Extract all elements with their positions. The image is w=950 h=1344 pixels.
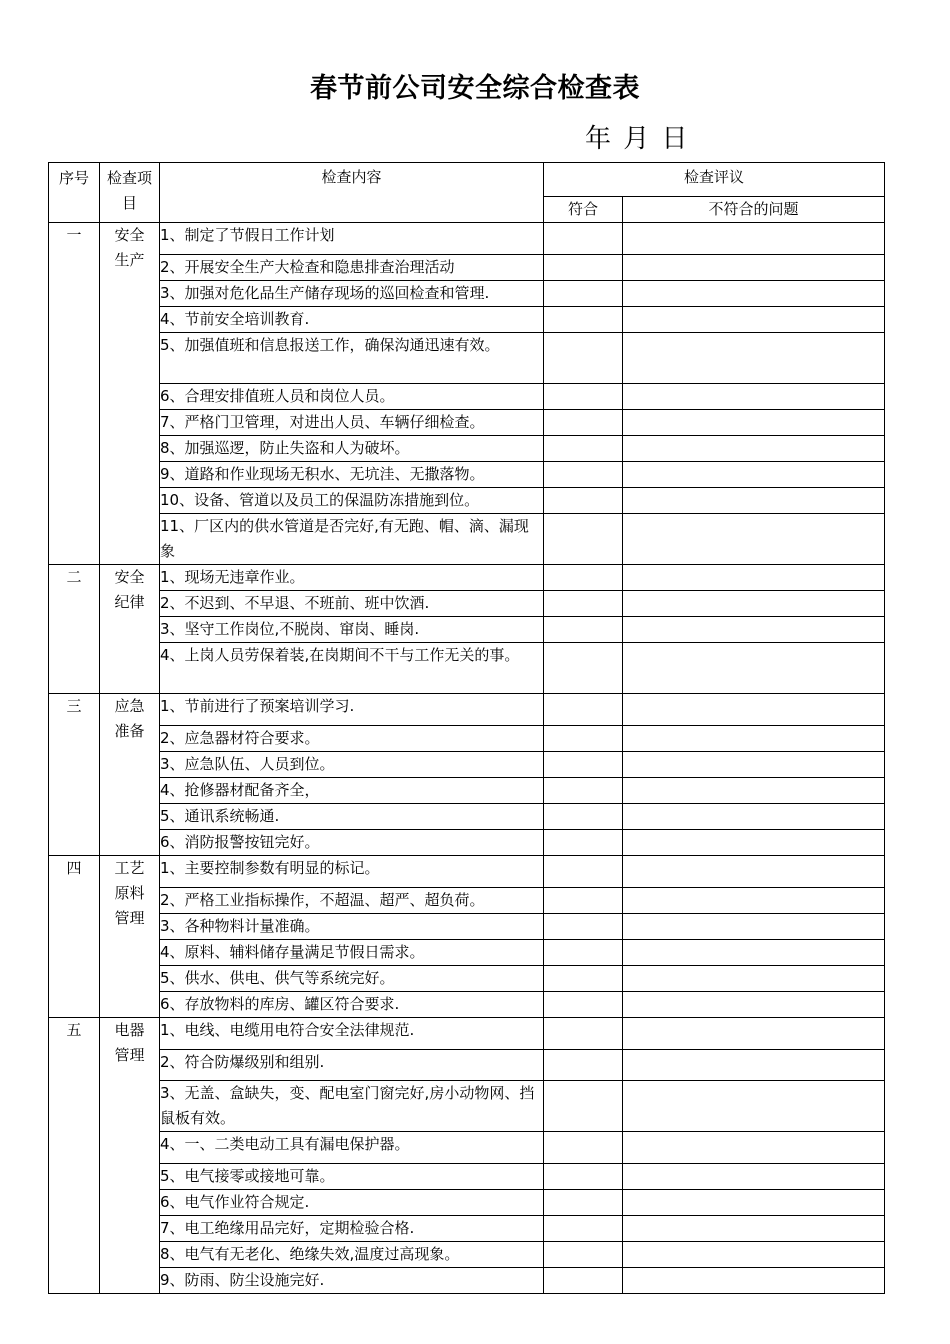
table-row <box>49 1050 885 1081</box>
compliant-cell[interactable] <box>544 1018 623 1050</box>
section-number: 五 <box>49 1018 100 1294</box>
section-item-label: 工艺原料管理 <box>114 859 145 927</box>
table-row <box>49 804 885 830</box>
noncompliant-issue-cell[interactable] <box>623 694 885 726</box>
section-item <box>100 694 160 856</box>
compliant-cell[interactable] <box>544 307 623 333</box>
check-content: 2、开展安全生产大检查和隐患排查治理活动 <box>160 255 544 281</box>
noncompliant-issue-cell[interactable] <box>623 514 885 565</box>
section-number: 三 <box>49 694 100 856</box>
table-row <box>49 384 885 410</box>
header-evaluation: 检查评议 <box>544 163 885 197</box>
compliant-cell[interactable] <box>544 1216 623 1242</box>
compliant-cell[interactable] <box>544 778 623 804</box>
check-content: 4、节前安全培训教育. <box>160 307 544 333</box>
section-item <box>100 856 160 1018</box>
table-row <box>49 1018 885 1050</box>
table-row <box>49 410 885 436</box>
compliant-cell[interactable] <box>544 940 623 966</box>
table-row <box>49 591 885 617</box>
compliant-cell[interactable] <box>544 1242 623 1268</box>
check-content: 7、严格门卫管理，对进出人员、车辆仔细检查。 <box>160 410 544 436</box>
check-content: 2、严格工业指标操作，不超温、超严、超负荷。 <box>160 888 544 914</box>
table-row <box>49 1190 885 1216</box>
table-row <box>49 992 885 1018</box>
compliant-cell[interactable] <box>544 617 623 643</box>
check-content: 4、抢修器材配备齐全， <box>160 778 544 804</box>
check-content: 3、加强对危化品生产储存现场的巡回检查和管理. <box>160 281 544 307</box>
check-content: 4、上岗人员劳保着装,在岗期间不干与工作无关的事。 <box>160 643 544 694</box>
noncompliant-issue-cell[interactable] <box>623 752 885 778</box>
check-content: 7、电工绝缘用品完好，定期检验合格. <box>160 1216 544 1242</box>
noncompliant-issue-cell[interactable] <box>623 565 885 591</box>
check-content: 5、电气接零或接地可靠。 <box>160 1164 544 1190</box>
check-content: 6、消防报警按钮完好。 <box>160 830 544 856</box>
noncompliant-issue-cell[interactable] <box>623 726 885 752</box>
noncompliant-issue-cell[interactable] <box>623 410 885 436</box>
noncompliant-issue-cell[interactable] <box>623 436 885 462</box>
section-item-label: 安全生产 <box>114 226 145 269</box>
table-row <box>49 1268 885 1294</box>
compliant-cell[interactable] <box>544 1081 623 1132</box>
section-item <box>100 565 160 694</box>
check-content: 5、通讯系统畅通. <box>160 804 544 830</box>
compliant-cell[interactable] <box>544 436 623 462</box>
table-row <box>49 856 885 888</box>
table-row <box>49 1132 885 1164</box>
table-row <box>49 223 885 255</box>
check-content: 6、存放物料的库房、罐区符合要求. <box>160 992 544 1018</box>
date-label: 年 月 日 <box>585 124 690 154</box>
check-content: 3、应急队伍、人员到位。 <box>160 752 544 778</box>
table-row <box>49 1164 885 1190</box>
noncompliant-issue-cell[interactable] <box>623 856 885 888</box>
noncompliant-issue-cell[interactable] <box>623 1018 885 1050</box>
check-content: 10、设备、管道以及员工的保温防冻措施到位。 <box>160 488 544 514</box>
header-content: 检查内容 <box>160 163 544 223</box>
noncompliant-issue-cell[interactable] <box>623 643 885 694</box>
compliant-cell[interactable] <box>544 410 623 436</box>
noncompliant-issue-cell[interactable] <box>623 307 885 333</box>
compliant-cell[interactable] <box>544 281 623 307</box>
table-row <box>49 778 885 804</box>
header-noncompliant: 不符合的问题 <box>623 197 885 223</box>
table-body <box>49 223 885 1294</box>
noncompliant-issue-cell[interactable] <box>623 223 885 255</box>
check-content: 11、厂区内的供水管道是否完好,有无跑、帽、滴、漏现象 <box>160 514 544 565</box>
noncompliant-issue-cell[interactable] <box>623 281 885 307</box>
header-seq: 序号 <box>49 163 100 223</box>
table-row <box>49 617 885 643</box>
check-content: 1、现场无违章作业。 <box>160 565 544 591</box>
check-content: 2、不迟到、不早退、不班前、班中饮酒. <box>160 591 544 617</box>
check-content: 8、加强巡逻，防止失盗和人为破坏。 <box>160 436 544 462</box>
noncompliant-issue-cell[interactable] <box>623 1268 885 1294</box>
compliant-cell[interactable] <box>544 752 623 778</box>
compliant-cell[interactable] <box>544 591 623 617</box>
compliant-cell[interactable] <box>544 1132 623 1164</box>
compliant-cell[interactable] <box>544 223 623 255</box>
compliant-cell[interactable] <box>544 888 623 914</box>
noncompliant-issue-cell[interactable] <box>623 1081 885 1132</box>
compliant-cell[interactable] <box>544 804 623 830</box>
check-content: 2、符合防爆级别和组别. <box>160 1050 544 1081</box>
section-item <box>100 223 160 565</box>
compliant-cell[interactable] <box>544 565 623 591</box>
section-item-label: 应急准备 <box>114 697 145 740</box>
table-row <box>49 888 885 914</box>
compliant-cell[interactable] <box>544 643 623 694</box>
noncompliant-issue-cell[interactable] <box>623 888 885 914</box>
table-row <box>49 565 885 591</box>
table-row <box>49 752 885 778</box>
compliant-cell[interactable] <box>544 333 623 384</box>
table-row <box>49 307 885 333</box>
noncompliant-issue-cell[interactable] <box>623 384 885 410</box>
table-row <box>49 488 885 514</box>
compliant-cell[interactable] <box>544 488 623 514</box>
table-row <box>49 1081 885 1132</box>
compliant-cell[interactable] <box>544 830 623 856</box>
compliant-cell[interactable] <box>544 1050 623 1081</box>
check-content: 6、合理安排值班人员和岗位人员。 <box>160 384 544 410</box>
noncompliant-issue-cell[interactable] <box>623 617 885 643</box>
section-number: 四 <box>49 856 100 1018</box>
table-row <box>49 514 885 565</box>
compliant-cell[interactable] <box>544 1268 623 1294</box>
noncompliant-issue-cell[interactable] <box>623 914 885 940</box>
inspection-table <box>48 162 885 1294</box>
compliant-cell[interactable] <box>544 966 623 992</box>
table-row <box>49 281 885 307</box>
noncompliant-issue-cell[interactable] <box>623 1190 885 1216</box>
check-content: 3、各种物料计量准确。 <box>160 914 544 940</box>
check-content: 5、加强值班和信息报送工作，确保沟通迅速有效。 <box>160 333 544 384</box>
compliant-cell[interactable] <box>544 1190 623 1216</box>
table-row <box>49 914 885 940</box>
compliant-cell[interactable] <box>544 992 623 1018</box>
table-row <box>49 830 885 856</box>
compliant-cell[interactable] <box>544 914 623 940</box>
noncompliant-issue-cell[interactable] <box>623 1164 885 1190</box>
check-content: 9、道路和作业现场无积水、无坑洼、无撒落物。 <box>160 462 544 488</box>
table-row <box>49 1216 885 1242</box>
compliant-cell[interactable] <box>544 255 623 281</box>
noncompliant-issue-cell[interactable] <box>623 830 885 856</box>
table-row <box>49 333 885 384</box>
table-row <box>49 694 885 726</box>
noncompliant-issue-cell[interactable] <box>623 462 885 488</box>
compliant-cell[interactable] <box>544 856 623 888</box>
check-content: 3、坚守工作岗位,不脱岗、窜岗、睡岗. <box>160 617 544 643</box>
table-row <box>49 1242 885 1268</box>
noncompliant-issue-cell[interactable] <box>623 255 885 281</box>
header-compliant: 符合 <box>544 197 623 223</box>
compliant-cell[interactable] <box>544 514 623 565</box>
noncompliant-issue-cell[interactable] <box>623 591 885 617</box>
noncompliant-issue-cell[interactable] <box>623 804 885 830</box>
check-content: 8、电气有无老化、绝缘失效,温度过高现象。 <box>160 1242 544 1268</box>
noncompliant-issue-cell[interactable] <box>623 966 885 992</box>
section-item-label: 电器管理 <box>114 1021 145 1064</box>
noncompliant-issue-cell[interactable] <box>623 1216 885 1242</box>
noncompliant-issue-cell[interactable] <box>623 778 885 804</box>
noncompliant-issue-cell[interactable] <box>623 488 885 514</box>
check-content: 1、电线、电缆用电符合安全法律规范. <box>160 1018 544 1050</box>
header-item: 检查项目 <box>100 163 160 223</box>
noncompliant-issue-cell[interactable] <box>623 1132 885 1164</box>
check-content: 1、主要控制参数有明显的标记。 <box>160 856 544 888</box>
page-title: 春节前公司安全综合检查表 <box>310 73 640 104</box>
check-content: 3、无盖、盒缺失，变、配电室门窗完好,房小动物网、挡鼠板有效。 <box>160 1081 544 1132</box>
compliant-cell[interactable] <box>544 462 623 488</box>
check-content: 5、供水、供电、供气等系统完好。 <box>160 966 544 992</box>
noncompliant-issue-cell[interactable] <box>623 1050 885 1081</box>
check-content: 6、电气作业符合规定. <box>160 1190 544 1216</box>
check-content: 4、原料、辅料储存量满足节假日需求。 <box>160 940 544 966</box>
noncompliant-issue-cell[interactable] <box>623 333 885 384</box>
section-item-label: 安全纪律 <box>114 568 145 611</box>
check-content: 9、防雨、防尘设施完好. <box>160 1268 544 1294</box>
section-item <box>100 1018 160 1294</box>
noncompliant-issue-cell[interactable] <box>623 992 885 1018</box>
check-content: 4、一、二类电动工具有漏电保护器。 <box>160 1132 544 1164</box>
check-content: 2、应急器材符合要求。 <box>160 726 544 752</box>
compliant-cell[interactable] <box>544 384 623 410</box>
noncompliant-issue-cell[interactable] <box>623 1242 885 1268</box>
table-row <box>49 643 885 694</box>
compliant-cell[interactable] <box>544 694 623 726</box>
noncompliant-issue-cell[interactable] <box>623 940 885 966</box>
table-row <box>49 966 885 992</box>
table-row <box>49 940 885 966</box>
table-row <box>49 726 885 752</box>
section-number: 二 <box>49 565 100 694</box>
compliant-cell[interactable] <box>544 1164 623 1190</box>
table-row <box>49 255 885 281</box>
section-number: 一 <box>49 223 100 565</box>
check-content: 1、节前进行了预案培训学习. <box>160 694 544 726</box>
table-row <box>49 436 885 462</box>
table-row <box>49 462 885 488</box>
compliant-cell[interactable] <box>544 726 623 752</box>
check-content: 1、制定了节假日工作计划 <box>160 223 544 255</box>
